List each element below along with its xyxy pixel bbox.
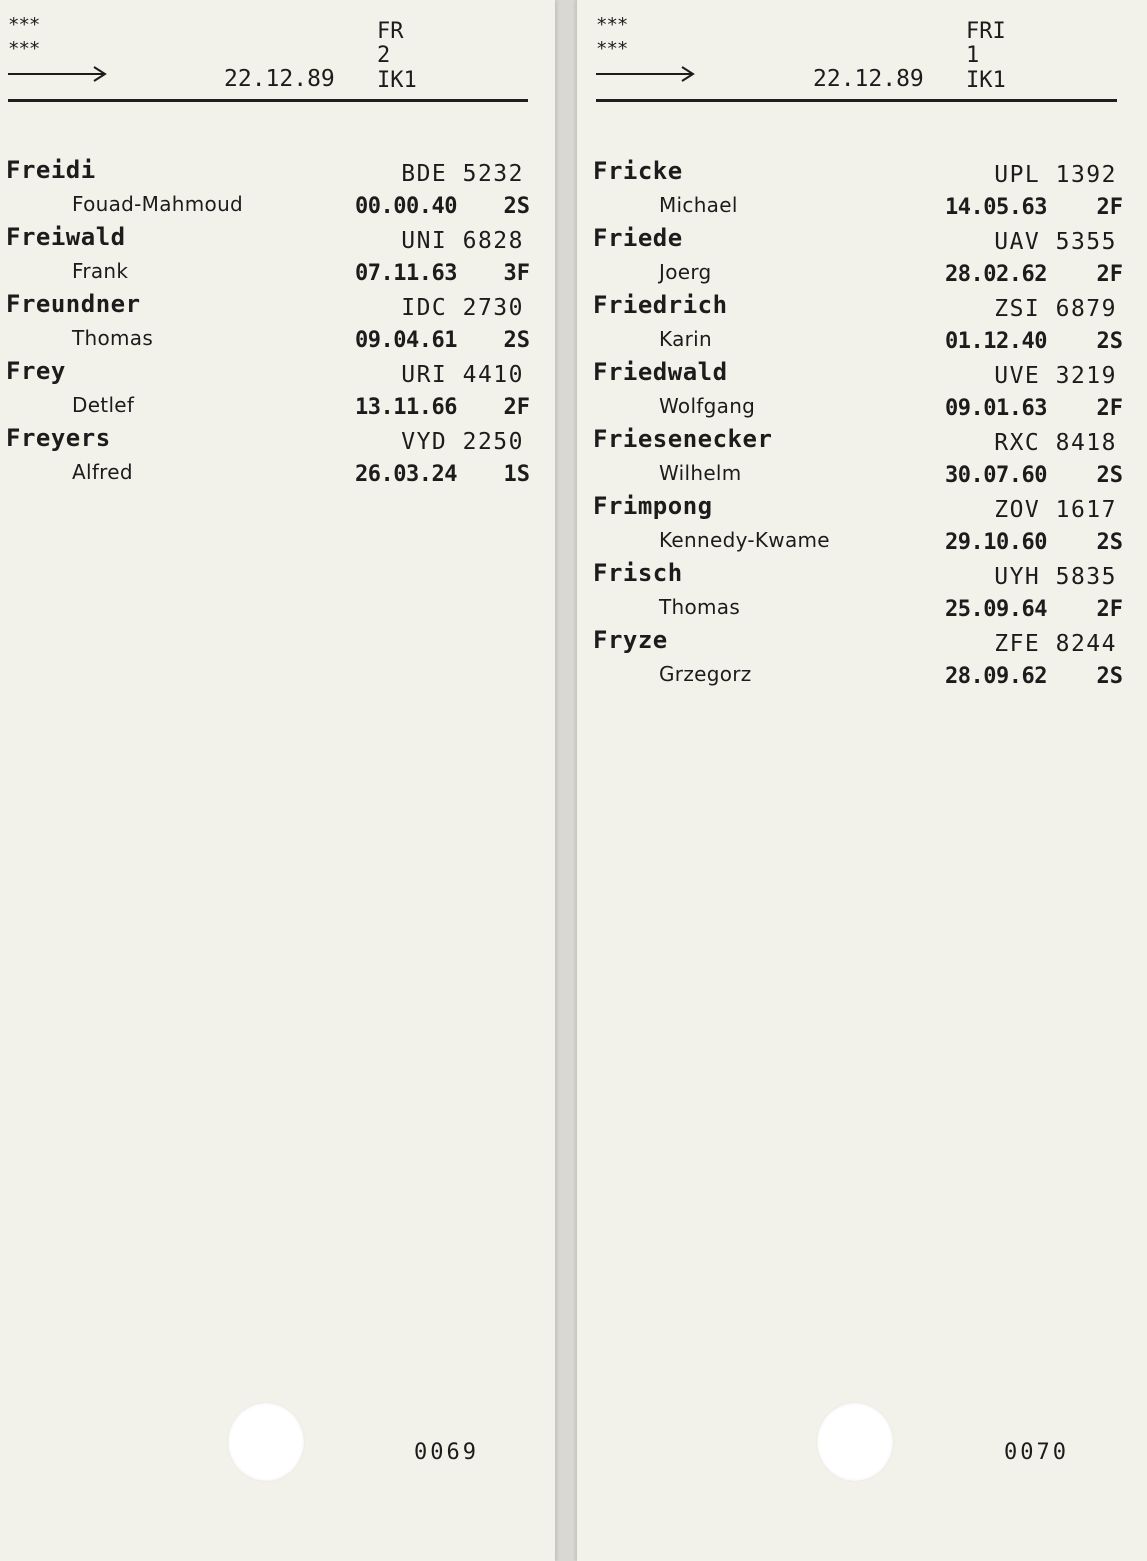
header-date: 22.12.89: [224, 66, 335, 92]
record-code: UAV 5355: [994, 229, 1117, 255]
header-rule: [596, 99, 1117, 102]
record-code: RXC 8418: [994, 430, 1117, 456]
header-dept: IK1: [966, 68, 1006, 93]
class-code: 2F: [1096, 396, 1123, 421]
header-stars-2: ***: [8, 38, 40, 60]
birth-date: 30.07.60: [945, 463, 1047, 488]
arrow-icon: [596, 63, 696, 83]
header-page: 1: [966, 43, 980, 68]
first-name: Alfred: [72, 460, 133, 484]
punch-hole: [228, 1403, 304, 1481]
card-number: 0069: [414, 1440, 479, 1465]
header-code: FR: [377, 19, 404, 44]
birth-date: 09.01.63: [945, 396, 1047, 421]
class-code: 2S: [1096, 530, 1123, 555]
header-rule: [8, 99, 528, 102]
surname: Freiwald: [6, 223, 126, 251]
list-item: [6, 290, 530, 358]
punch-hole: [817, 1403, 893, 1481]
birth-date: 01.12.40: [945, 329, 1047, 354]
list-item: [6, 156, 530, 224]
surname: Friedwald: [593, 358, 728, 386]
first-name: Frank: [72, 259, 129, 283]
birth-date: 28.09.62: [945, 664, 1047, 689]
class-code: 2S: [1096, 463, 1123, 488]
list-item: [593, 358, 1123, 426]
class-code: 2S: [503, 194, 530, 219]
record-code: UVE 3219: [994, 363, 1117, 389]
record-code: URI 4410: [401, 362, 524, 388]
class-code: 2S: [1096, 664, 1123, 689]
list-item: [593, 425, 1123, 493]
class-code: 3F: [503, 261, 530, 286]
list-item: [593, 559, 1123, 627]
index-card-left: [0, 0, 555, 1561]
class-code: 2F: [1096, 262, 1123, 287]
list-item: [6, 357, 530, 425]
first-name: Fouad-Mahmoud: [72, 192, 244, 216]
list-item: [6, 223, 530, 291]
first-name: Michael: [659, 193, 738, 217]
list-item: [593, 492, 1123, 560]
first-name: Thomas: [72, 326, 154, 350]
surname: Frimpong: [593, 492, 713, 520]
list-item: [593, 224, 1123, 292]
birth-date: 28.02.62: [945, 262, 1047, 287]
surname: Fryze: [593, 626, 668, 654]
class-code: 1S: [503, 462, 530, 487]
index-card-right: [577, 0, 1147, 1561]
list-item: [6, 424, 530, 492]
arrow-icon: [8, 63, 108, 83]
birth-date: 26.03.24: [355, 462, 457, 487]
birth-date: 07.11.63: [355, 261, 457, 286]
record-code: ZOV 1617: [994, 497, 1117, 523]
header-date: 22.12.89: [813, 66, 924, 92]
list-item: [593, 157, 1123, 225]
surname: Freyers: [6, 424, 111, 452]
surname: Frey: [6, 357, 66, 385]
surname: Friedrich: [593, 291, 728, 319]
record-code: ZFE 8244: [994, 631, 1117, 657]
first-name: Wolfgang: [659, 394, 756, 418]
first-name: Kennedy-Kwame: [659, 528, 830, 552]
class-code: 2F: [503, 395, 530, 420]
surname: Frisch: [593, 559, 683, 587]
record-code: UNI 6828: [401, 228, 524, 254]
birth-date: 25.09.64: [945, 597, 1047, 622]
header-stars-1: ***: [596, 14, 628, 36]
surname: Fricke: [593, 157, 683, 185]
surname: Friede: [593, 224, 683, 252]
birth-date: 29.10.60: [945, 530, 1047, 555]
record-code: BDE 5232: [401, 161, 524, 187]
record-code: ZSI 6879: [994, 296, 1117, 322]
first-name: Thomas: [659, 595, 741, 619]
header-dept: IK1: [377, 68, 417, 93]
first-name: Joerg: [659, 260, 712, 284]
class-code: 2S: [1096, 329, 1123, 354]
birth-date: 09.04.61: [355, 328, 457, 353]
record-code: UYH 5835: [994, 564, 1117, 590]
birth-date: 13.11.66: [355, 395, 457, 420]
list-item: [593, 291, 1123, 359]
list-item: [593, 626, 1123, 694]
first-name: Detlef: [72, 393, 135, 417]
first-name: Karin: [659, 327, 712, 351]
first-name: Grzegorz: [659, 662, 752, 686]
class-code: 2F: [1096, 195, 1123, 220]
first-name: Wilhelm: [659, 461, 742, 485]
header-code: FRI: [966, 19, 1006, 44]
header-stars-2: ***: [596, 38, 628, 60]
record-code: VYD 2250: [401, 429, 524, 455]
header-page: 2: [377, 43, 391, 68]
class-code: 2S: [503, 328, 530, 353]
record-code: IDC 2730: [401, 295, 524, 321]
surname: Freundner: [6, 290, 141, 318]
class-code: 2F: [1096, 597, 1123, 622]
card-number: 0070: [1004, 1440, 1069, 1465]
header-stars-1: ***: [8, 14, 40, 36]
surname: Freidi: [6, 156, 96, 184]
birth-date: 00.00.40: [355, 194, 457, 219]
surname: Friesenecker: [593, 425, 773, 453]
record-code: UPL 1392: [994, 162, 1117, 188]
birth-date: 14.05.63: [945, 195, 1047, 220]
